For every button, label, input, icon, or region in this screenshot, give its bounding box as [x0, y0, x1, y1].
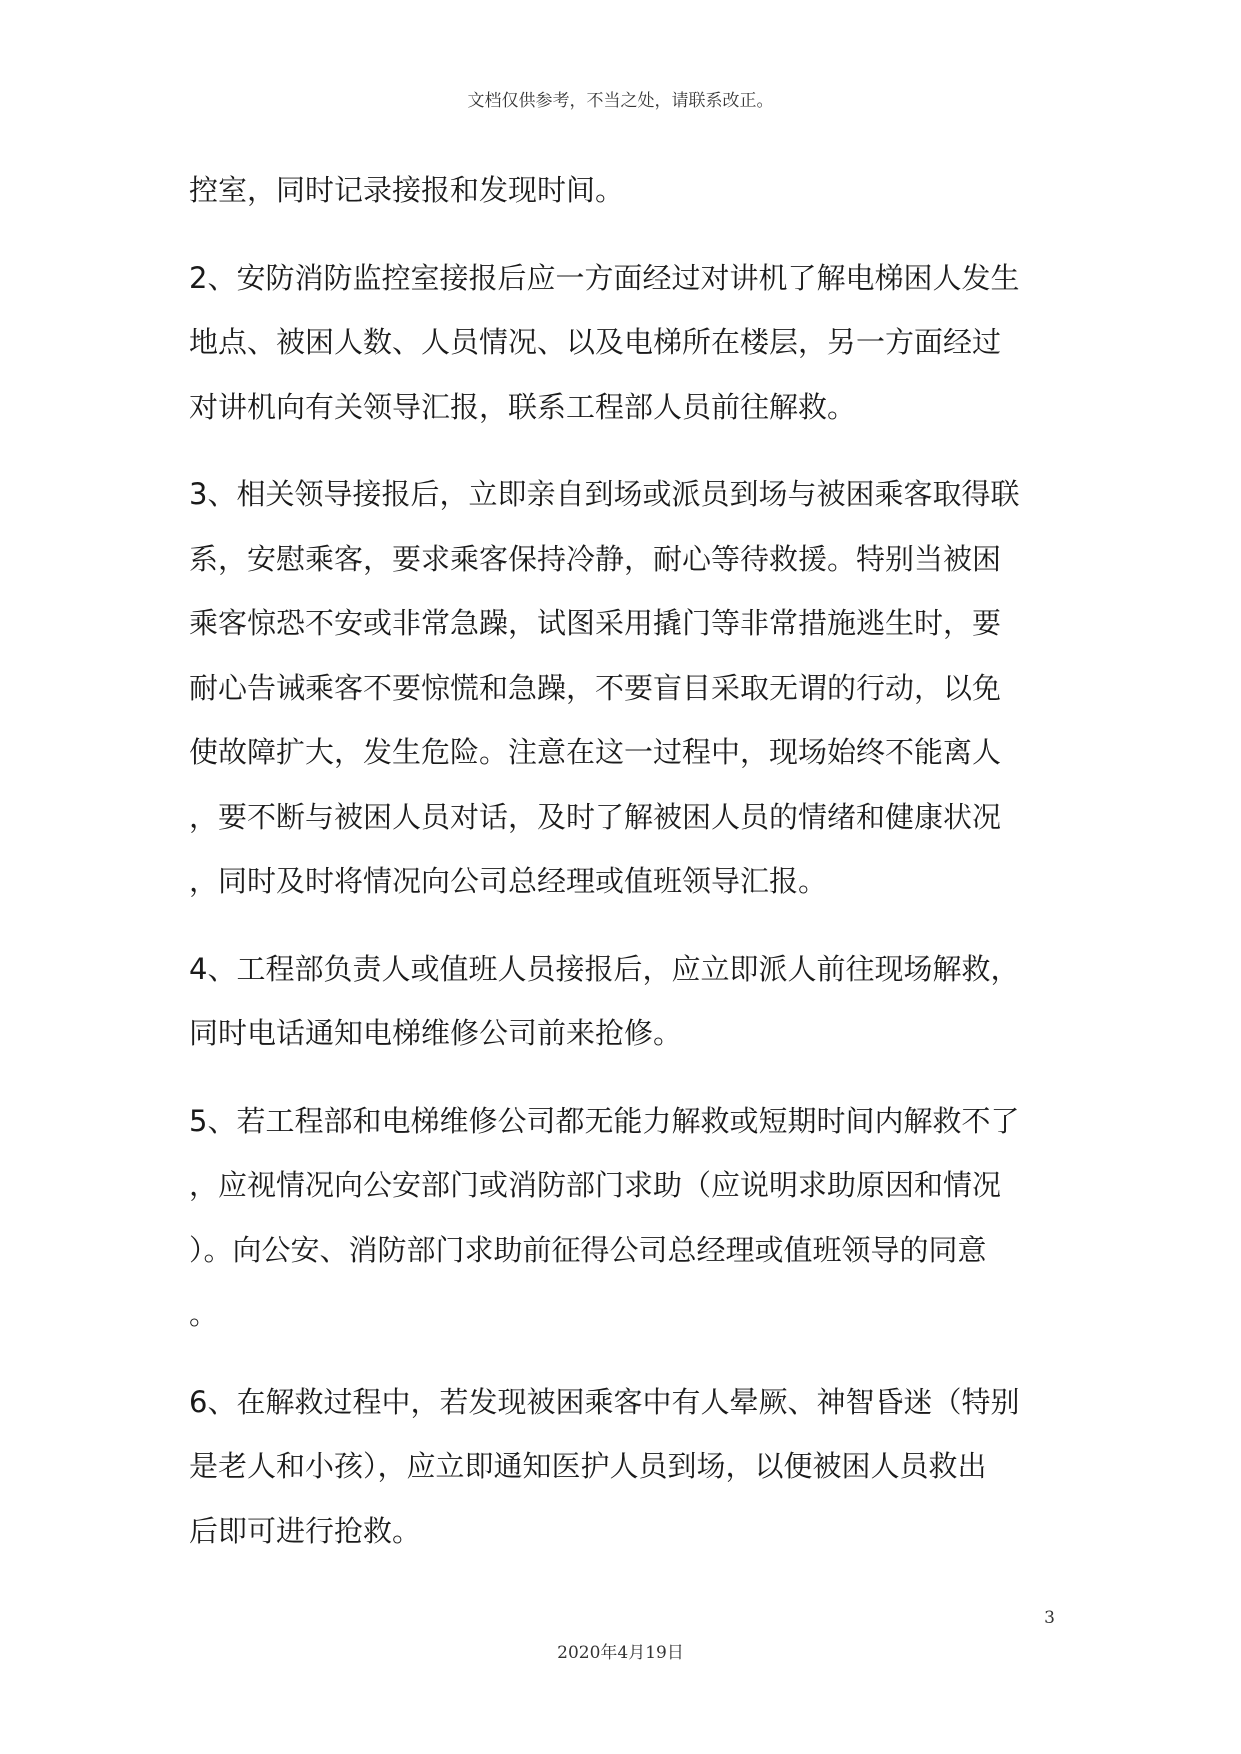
text-line: 后即可进行抢救。 [189, 1513, 422, 1548]
document-body [189, 158, 1064, 1563]
text-line: 6、在解救过程中，若发现被困乘客中有人晕厥、神智昏迷（特别 [189, 1384, 1020, 1419]
paragraph [189, 462, 1064, 914]
text-line: 。 [189, 1297, 219, 1331]
text-line: 地点、被困人数、人员情况、以及电梯所在楼层，另一方面经过 [189, 325, 1002, 359]
paragraph [189, 1089, 1064, 1347]
text-line: 系，安慰乘客，要求乘客保持冷静，耐心等待救援。特别当被困 [189, 541, 1002, 576]
text-line: 耐心告诫乘客不要惊慌和急躁，不要盲目采取无谓的行动，以免 [189, 670, 1002, 705]
text-line: 4、工程部负责人或值班人员接报后，应立即派人前往现场解救， [189, 951, 1020, 986]
page-header: 文档仅供参考，不当之处，请联系改正。 [467, 91, 774, 111]
page-number: 3 [1044, 1608, 1055, 1628]
paragraph [189, 158, 1064, 223]
text-line: 乘客惊恐不安或非常急躁，试图采用撬门等非常措施逃生时，要 [189, 606, 1002, 640]
text-line: ，应视情况向公安部门或消防部门求助（应说明求助原因和情况 [189, 1168, 1002, 1202]
text-line: 控室，同时记录接报和发现时间。 [189, 173, 625, 207]
paragraph [189, 1370, 1064, 1564]
page-date: 2020年4月19日 [557, 1643, 684, 1663]
text-line: 是老人和小孩），应立即通知医护人员到场，以便被困人员救出 [189, 1449, 987, 1483]
text-line: 2、安防消防监控室接报后应一方面经过对讲机了解电梯困人发生 [189, 260, 1020, 295]
text-line: 同时电话通知电梯维修公司前来抢修。 [189, 1016, 683, 1050]
text-line: ）。向公安、消防部门求助前征得公司总经理或值班领导的同意 [189, 1232, 987, 1267]
text-line: 5、若工程部和电梯维修公司都无能力解救或短期时间内解救不了 [189, 1103, 1020, 1138]
text-line: 对讲机向有关领导汇报，联系工程部人员前往解救。 [189, 389, 857, 424]
text-line: 3、相关领导接报后，立即亲自到场或派员到场与被困乘客取得联 [189, 477, 1020, 511]
text-line: 使故障扩大，发生危险。注意在这一过程中，现场始终不能离人 [189, 735, 1002, 769]
paragraph [189, 246, 1064, 440]
text-line: ，同时及时将情况向公司总经理或值班领导汇报。 [189, 864, 828, 898]
paragraph [189, 937, 1064, 1066]
text-line: ，要不断与被困人员对话，及时了解被困人员的情绪和健康状况 [189, 799, 1002, 834]
